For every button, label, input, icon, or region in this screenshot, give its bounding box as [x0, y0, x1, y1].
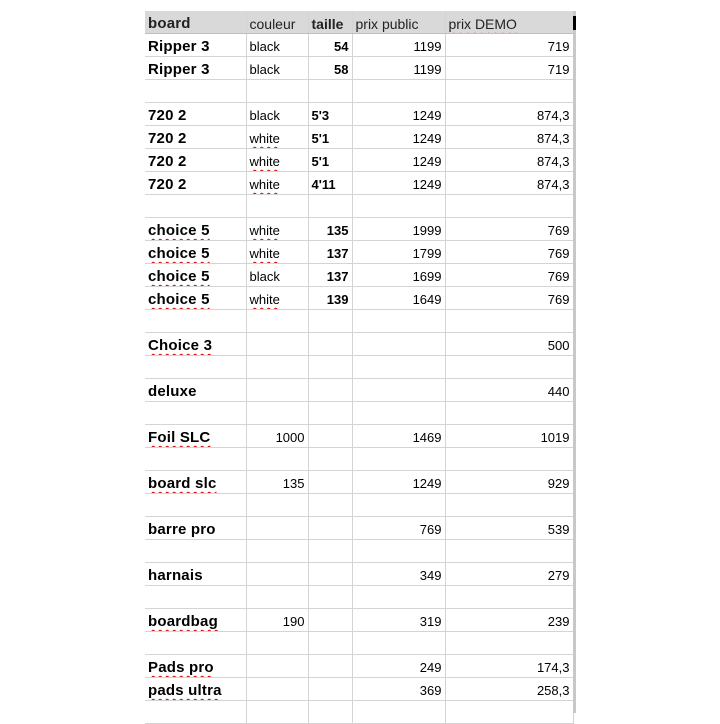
- cell-taille[interactable]: [308, 655, 352, 678]
- header-board[interactable]: board: [145, 11, 246, 34]
- cell-text: 1249: [412, 177, 442, 192]
- table-row: [145, 494, 573, 517]
- cell-text: 1699: [412, 269, 442, 284]
- cell-text: 5'1: [311, 131, 330, 146]
- cell-prix-public[interactable]: [352, 379, 445, 402]
- cell-taille[interactable]: [308, 448, 352, 471]
- cell-taille[interactable]: [308, 195, 352, 218]
- cell-board[interactable]: [145, 333, 246, 356]
- cell-taille[interactable]: [308, 563, 352, 586]
- cell-taille[interactable]: [308, 701, 352, 724]
- cell-text: barre pro: [148, 521, 216, 538]
- cell-prix-public[interactable]: [352, 172, 445, 195]
- table-row: [145, 701, 573, 724]
- cell-text: 769: [547, 223, 570, 238]
- cell-couleur[interactable]: [246, 103, 308, 126]
- cell-taille[interactable]: [308, 517, 352, 540]
- cell-text: 539: [547, 522, 570, 537]
- cell-text: deluxe: [148, 383, 197, 400]
- cell-text: 258,3: [536, 683, 570, 698]
- cell-prix-public[interactable]: [352, 701, 445, 724]
- cell-board[interactable]: [145, 241, 246, 264]
- cell-prix-demo[interactable]: [445, 149, 573, 172]
- cell-board[interactable]: [145, 678, 246, 701]
- column-edge-marker: [573, 16, 576, 30]
- cell-text: 1249: [412, 131, 442, 146]
- table-row: [145, 126, 573, 149]
- cell-board[interactable]: [145, 586, 246, 609]
- cell-text: 279: [547, 568, 570, 583]
- cell-text: 319: [419, 614, 442, 629]
- table-row: [145, 218, 573, 241]
- cell-board[interactable]: [145, 609, 246, 632]
- cell-text: harnais: [148, 567, 203, 584]
- cell-board[interactable]: [145, 494, 246, 517]
- cell-couleur[interactable]: [246, 609, 308, 632]
- cell-prix-public[interactable]: [352, 218, 445, 241]
- cell-text: 500: [547, 338, 570, 353]
- table-row: [145, 563, 573, 586]
- cell-taille[interactable]: [308, 425, 352, 448]
- cell-text: 720 2: [148, 176, 187, 193]
- cell-taille[interactable]: [308, 149, 352, 172]
- spreadsheet: [145, 11, 573, 724]
- cell-text: choice 5: [148, 291, 210, 308]
- cell-board[interactable]: [145, 448, 246, 471]
- cell-prix-demo[interactable]: [445, 264, 573, 287]
- table-row: [145, 333, 573, 356]
- cell-prix-public[interactable]: [352, 586, 445, 609]
- cell-couleur[interactable]: [246, 287, 308, 310]
- cell-text: 137: [326, 269, 349, 284]
- cell-text: black: [249, 269, 280, 284]
- cell-text: 719: [547, 62, 570, 77]
- header-couleur[interactable]: couleur: [246, 11, 308, 34]
- cell-text: 1249: [412, 154, 442, 169]
- table-row: [145, 310, 573, 333]
- cell-text: 720 2: [148, 130, 187, 147]
- cell-text: white: [249, 154, 280, 169]
- cell-text: 1249: [412, 108, 442, 123]
- cell-text: 720 2: [148, 107, 187, 124]
- cell-prix-demo[interactable]: [445, 218, 573, 241]
- cell-prix-public[interactable]: [352, 80, 445, 103]
- cell-text: 1469: [412, 430, 442, 445]
- cell-board[interactable]: [145, 563, 246, 586]
- cell-prix-demo[interactable]: [445, 172, 573, 195]
- cell-text: 369: [419, 683, 442, 698]
- cell-prix-demo[interactable]: [445, 287, 573, 310]
- cell-prix-public[interactable]: [352, 471, 445, 494]
- cell-prix-public[interactable]: [352, 103, 445, 126]
- cell-text: white: [249, 246, 280, 261]
- cell-text: 139: [326, 292, 349, 307]
- cell-taille[interactable]: [308, 80, 352, 103]
- cell-couleur[interactable]: [246, 126, 308, 149]
- cell-couleur[interactable]: [246, 655, 308, 678]
- cell-text: 769: [547, 292, 570, 307]
- cell-board[interactable]: [145, 425, 246, 448]
- table-row: [145, 103, 573, 126]
- cell-prix-demo[interactable]: [445, 333, 573, 356]
- cell-prix-public[interactable]: [352, 241, 445, 264]
- cell-couleur[interactable]: [246, 402, 308, 425]
- table-row: [145, 402, 573, 425]
- cell-taille[interactable]: [308, 471, 352, 494]
- cell-text: Foil SLC: [148, 429, 211, 446]
- table-row: [145, 425, 573, 448]
- cell-text: choice 5: [148, 245, 210, 262]
- cell-text: white: [249, 177, 280, 192]
- cell-couleur[interactable]: [246, 563, 308, 586]
- cell-board[interactable]: [145, 356, 246, 379]
- cell-text: 1000: [275, 430, 305, 445]
- cell-board[interactable]: [145, 126, 246, 149]
- cell-prix-public[interactable]: [352, 494, 445, 517]
- cell-prix-demo[interactable]: [445, 678, 573, 701]
- cell-prix-demo[interactable]: [445, 425, 573, 448]
- cell-prix-demo[interactable]: [445, 540, 573, 563]
- cell-board[interactable]: [145, 149, 246, 172]
- cell-text: pads ultra: [148, 682, 222, 699]
- cell-board[interactable]: [145, 632, 246, 655]
- cell-taille[interactable]: [308, 310, 352, 333]
- cell-text: 58: [334, 62, 349, 77]
- cell-prix-public[interactable]: [352, 517, 445, 540]
- cell-prix-demo[interactable]: [445, 34, 573, 57]
- cell-text: 5'3: [311, 108, 330, 123]
- cell-taille[interactable]: [308, 402, 352, 425]
- cell-prix-public[interactable]: [352, 34, 445, 57]
- table-row: [145, 195, 573, 218]
- header-row: [145, 11, 573, 34]
- table-row: [145, 379, 573, 402]
- cell-taille[interactable]: [308, 678, 352, 701]
- cell-board[interactable]: [145, 471, 246, 494]
- cell-text: black: [249, 39, 280, 54]
- table-row: [145, 655, 573, 678]
- cell-prix-demo[interactable]: [445, 57, 573, 80]
- cell-prix-public[interactable]: [352, 402, 445, 425]
- header-taille[interactable]: taille: [308, 11, 352, 34]
- column-edge: [573, 11, 576, 713]
- cell-prix-public[interactable]: [352, 310, 445, 333]
- cell-prix-demo[interactable]: [445, 494, 573, 517]
- cell-board[interactable]: [145, 402, 246, 425]
- cell-prix-demo[interactable]: [445, 402, 573, 425]
- cell-prix-demo[interactable]: [445, 701, 573, 724]
- table-row: [145, 34, 573, 57]
- table-row: [145, 80, 573, 103]
- cell-prix-public[interactable]: [352, 333, 445, 356]
- cell-prix-public[interactable]: [352, 264, 445, 287]
- cell-taille[interactable]: [308, 632, 352, 655]
- cell-text: 1799: [412, 246, 442, 261]
- cell-text: white: [249, 131, 280, 146]
- cell-text: boardbag: [148, 613, 218, 630]
- cell-couleur[interactable]: [246, 149, 308, 172]
- cell-board[interactable]: [145, 172, 246, 195]
- cell-prix-public[interactable]: [352, 356, 445, 379]
- table-row: [145, 264, 573, 287]
- cell-text: 769: [547, 246, 570, 261]
- cell-prix-public[interactable]: [352, 287, 445, 310]
- cell-board[interactable]: [145, 655, 246, 678]
- cell-prix-public[interactable]: [352, 126, 445, 149]
- cell-taille[interactable]: [308, 241, 352, 264]
- cell-couleur[interactable]: [246, 632, 308, 655]
- cell-couleur[interactable]: [246, 264, 308, 287]
- cell-text: 440: [547, 384, 570, 399]
- cell-text: black: [249, 62, 280, 77]
- table-row: [145, 517, 573, 540]
- cell-taille[interactable]: [308, 540, 352, 563]
- cell-prix-public[interactable]: [352, 678, 445, 701]
- cell-taille[interactable]: [308, 494, 352, 517]
- cell-couleur[interactable]: [246, 471, 308, 494]
- cell-prix-demo[interactable]: [445, 126, 573, 149]
- cell-board[interactable]: [145, 103, 246, 126]
- cell-prix-demo[interactable]: [445, 241, 573, 264]
- cell-text: 1249: [412, 476, 442, 491]
- cell-board[interactable]: [145, 540, 246, 563]
- cell-couleur[interactable]: [246, 379, 308, 402]
- table-row: [145, 172, 573, 195]
- cell-taille[interactable]: [308, 609, 352, 632]
- cell-text: 5'1: [311, 154, 330, 169]
- cell-taille[interactable]: [308, 218, 352, 241]
- cell-text: 1999: [412, 223, 442, 238]
- cell-couleur[interactable]: [246, 494, 308, 517]
- cell-board[interactable]: [145, 379, 246, 402]
- cell-prix-public[interactable]: [352, 632, 445, 655]
- table-row: [145, 632, 573, 655]
- cell-text: Ripper 3: [148, 61, 210, 78]
- cell-text: 135: [326, 223, 349, 238]
- cell-taille[interactable]: [308, 287, 352, 310]
- cell-prix-demo[interactable]: [445, 471, 573, 494]
- cell-prix-demo[interactable]: [445, 80, 573, 103]
- table-row: [145, 356, 573, 379]
- cell-text: Choice 3: [148, 337, 213, 354]
- cell-prix-public[interactable]: [352, 448, 445, 471]
- cell-text: 874,3: [536, 154, 570, 169]
- cell-text: choice 5: [148, 268, 210, 285]
- cell-board[interactable]: [145, 80, 246, 103]
- cell-prix-public[interactable]: [352, 540, 445, 563]
- cell-prix-public[interactable]: [352, 57, 445, 80]
- cell-couleur[interactable]: [246, 540, 308, 563]
- table-row: [145, 57, 573, 80]
- cell-prix-demo[interactable]: [445, 563, 573, 586]
- cell-text: 4'11: [311, 177, 336, 192]
- cell-board[interactable]: [145, 195, 246, 218]
- cell-text: board slc: [148, 475, 217, 492]
- cell-couleur[interactable]: [246, 218, 308, 241]
- cell-prix-demo[interactable]: [445, 586, 573, 609]
- cell-board[interactable]: [145, 57, 246, 80]
- cell-prix-public[interactable]: [352, 609, 445, 632]
- cell-taille[interactable]: [308, 379, 352, 402]
- cell-couleur[interactable]: [246, 425, 308, 448]
- cell-taille[interactable]: [308, 126, 352, 149]
- table-row: [145, 471, 573, 494]
- cell-prix-public[interactable]: [352, 655, 445, 678]
- cell-prix-public[interactable]: [352, 195, 445, 218]
- header-prix-public[interactable]: prix public: [352, 11, 445, 34]
- cell-text: 135: [282, 476, 305, 491]
- cell-text: 1019: [540, 430, 570, 445]
- cell-prix-demo[interactable]: [445, 609, 573, 632]
- cell-taille[interactable]: [308, 103, 352, 126]
- cell-couleur[interactable]: [246, 448, 308, 471]
- cell-couleur[interactable]: [246, 586, 308, 609]
- cell-prix-demo[interactable]: [445, 448, 573, 471]
- cell-board[interactable]: [145, 517, 246, 540]
- cell-couleur[interactable]: [246, 195, 308, 218]
- cell-text: 719: [547, 39, 570, 54]
- cell-text: 874,3: [536, 177, 570, 192]
- cell-text: 874,3: [536, 108, 570, 123]
- cell-text: black: [249, 108, 280, 123]
- cell-taille[interactable]: [308, 333, 352, 356]
- cell-couleur[interactable]: [246, 241, 308, 264]
- cell-prix-public[interactable]: [352, 149, 445, 172]
- cell-text: 720 2: [148, 153, 187, 170]
- cell-couleur[interactable]: [246, 310, 308, 333]
- cell-prix-public[interactable]: [352, 563, 445, 586]
- cell-board[interactable]: [145, 264, 246, 287]
- cell-taille[interactable]: [308, 34, 352, 57]
- cell-taille[interactable]: [308, 586, 352, 609]
- cell-text: choice 5: [148, 222, 210, 239]
- cell-couleur[interactable]: [246, 678, 308, 701]
- cell-prix-demo[interactable]: [445, 632, 573, 655]
- cell-couleur[interactable]: [246, 57, 308, 80]
- cell-text: 1199: [413, 62, 442, 77]
- cell-couleur[interactable]: [246, 333, 308, 356]
- cell-text: 1649: [412, 292, 442, 307]
- cell-text: 137: [326, 246, 349, 261]
- cell-board[interactable]: [145, 310, 246, 333]
- cell-prix-demo[interactable]: [445, 356, 573, 379]
- cell-couleur[interactable]: [246, 34, 308, 57]
- cell-couleur[interactable]: [246, 356, 308, 379]
- cell-text: 239: [547, 614, 570, 629]
- cell-prix-public[interactable]: [352, 425, 445, 448]
- cell-couleur[interactable]: [246, 517, 308, 540]
- cell-board[interactable]: [145, 34, 246, 57]
- cell-text: 174,3: [536, 660, 570, 675]
- table-row: [145, 149, 573, 172]
- table-row: [145, 609, 573, 632]
- cell-couleur[interactable]: [246, 80, 308, 103]
- cell-taille[interactable]: [308, 264, 352, 287]
- cell-text: 874,3: [536, 131, 570, 146]
- table-row: [145, 586, 573, 609]
- cell-taille[interactable]: [308, 356, 352, 379]
- cell-text: Ripper 3: [148, 38, 210, 55]
- cell-text: Pads pro: [148, 659, 214, 676]
- cell-couleur[interactable]: [246, 172, 308, 195]
- cell-text: 769: [419, 522, 442, 537]
- cell-couleur[interactable]: [246, 701, 308, 724]
- cell-prix-demo[interactable]: [445, 310, 573, 333]
- cell-text: 349: [419, 568, 442, 583]
- cell-text: 1199: [413, 39, 442, 54]
- header-prix-demo[interactable]: [445, 11, 573, 34]
- cell-text: white: [249, 223, 280, 238]
- cell-prix-demo[interactable]: [445, 655, 573, 678]
- cell-text: 54: [334, 39, 349, 54]
- cell-prix-demo[interactable]: [445, 195, 573, 218]
- cell-prix-demo[interactable]: [445, 103, 573, 126]
- cell-board[interactable]: [145, 287, 246, 310]
- header-prix-demo-text: prix DEMO: [448, 16, 517, 32]
- table-row: [145, 678, 573, 701]
- cell-prix-demo[interactable]: [445, 379, 573, 402]
- cell-text: 190: [282, 614, 305, 629]
- cell-prix-demo[interactable]: [445, 517, 573, 540]
- table-row: [145, 448, 573, 471]
- cell-taille[interactable]: [308, 172, 352, 195]
- cell-taille[interactable]: [308, 57, 352, 80]
- cell-board[interactable]: [145, 218, 246, 241]
- table-row: [145, 287, 573, 310]
- cell-text: 929: [547, 476, 570, 491]
- cell-text: white: [249, 292, 280, 307]
- cell-text: 249: [419, 660, 442, 675]
- table-row: [145, 540, 573, 563]
- cell-board[interactable]: [145, 701, 246, 724]
- cell-text: 769: [547, 269, 570, 284]
- table-row: [145, 241, 573, 264]
- price-table: [145, 11, 574, 724]
